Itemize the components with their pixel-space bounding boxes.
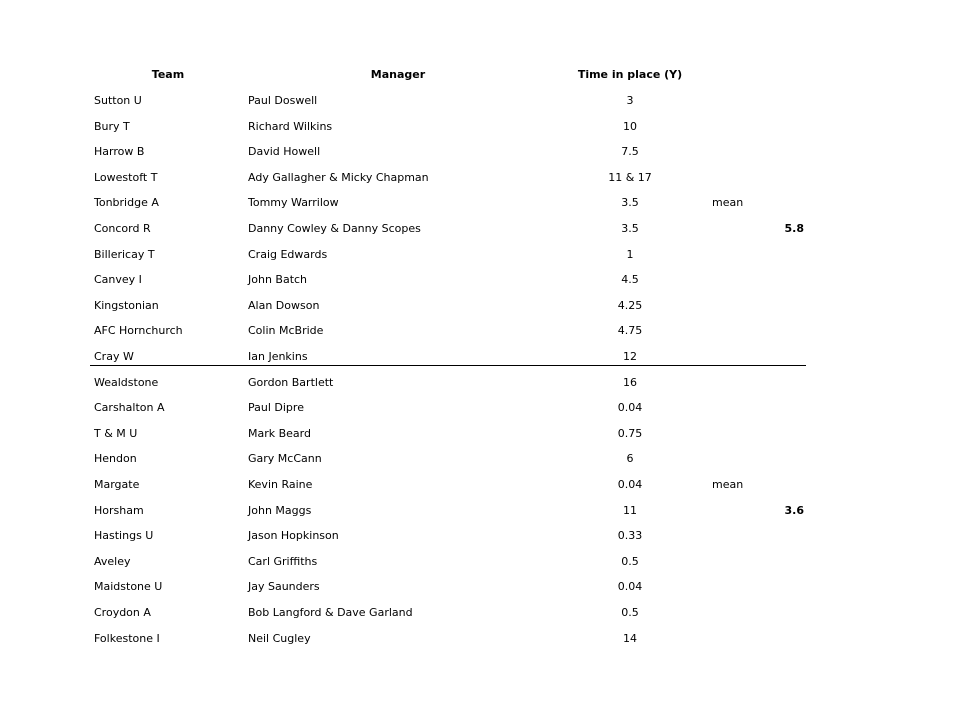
time-cell[interactable]: 3.5 [621,196,639,210]
manager-cell[interactable]: Kevin Raine [248,478,313,491]
table-row [0,446,960,472]
team-cell[interactable]: Sutton U [94,94,142,107]
time-cell[interactable]: 7.5 [621,145,639,159]
manager-cell[interactable]: John Batch [248,273,308,287]
header-manager: Manager [370,68,426,81]
team-cell[interactable]: T & M U [94,426,138,440]
team-cell[interactable]: Concord R [94,222,151,235]
time-cell[interactable]: 0.5 [621,554,639,568]
manager-cell[interactable]: Gary McCann [248,452,322,466]
manager-cell[interactable]: Ady Gallagher & Micky Chapman [248,170,429,184]
manager-cell[interactable]: Tommy Warrilow [248,196,339,210]
team-cell[interactable]: Croydon A [94,606,151,619]
manager-cell[interactable]: Carl Griffiths [248,554,318,568]
team-cell[interactable]: Canvey I [94,273,142,287]
mean-value-cell[interactable] [712,626,804,652]
table-row [0,318,960,344]
time-cell[interactable]: 11 & 17 [608,170,652,184]
time-cell[interactable]: 0.5 [621,606,639,619]
table-row [0,600,960,626]
manager-cell[interactable]: Paul Doswell [248,94,318,107]
mean-value-cell[interactable] [712,600,804,626]
manager-cell[interactable]: Gordon Bartlett [248,375,334,389]
time-cell[interactable]: 0.33 [617,529,643,543]
mean-value-cell[interactable] [712,293,804,319]
mean-value-cell[interactable] [712,190,804,216]
team-cell[interactable]: Tonbridge A [94,196,159,210]
manager-cell[interactable]: Ian Jenkins [248,350,308,363]
mean-value-cell[interactable] [712,395,804,421]
manager-cell[interactable]: John Maggs [248,503,312,517]
mean-label-cell[interactable]: mean [712,196,744,210]
table-row [0,165,960,191]
table-row [0,574,960,600]
team-cell[interactable]: Folkestone I [94,631,160,645]
table-row [0,139,960,165]
manager-cell[interactable]: Jay Saunders [248,580,320,594]
mean-value-cell[interactable] [712,472,804,498]
manager-cell[interactable]: Danny Cowley & Danny Scopes [248,222,421,235]
time-cell[interactable]: 0.04 [617,580,643,594]
table-row [0,421,960,447]
manager-cell[interactable]: Bob Langford & Dave Garland [248,606,413,619]
team-cell[interactable]: Cray W [94,350,134,363]
table-row [0,190,960,216]
table-row [0,267,960,293]
table-row [0,114,960,140]
mean-value-cell[interactable] [712,370,804,396]
mean-value-cell[interactable] [712,114,804,140]
team-cell[interactable]: Aveley [94,554,131,568]
mean-label-cell[interactable]: mean [712,478,744,491]
manager-cell[interactable]: Colin McBride [248,324,324,338]
time-cell[interactable]: 14 [623,631,637,645]
manager-cell[interactable]: Paul Dipre [248,401,304,415]
table-row [0,88,960,114]
mean-value-cell[interactable] [712,574,804,600]
time-cell[interactable]: 0.04 [617,401,643,415]
team-cell[interactable]: Wealdstone [94,375,159,389]
mean-value-cell[interactable]: 5.8 [784,222,804,235]
mean-value-cell[interactable] [712,523,804,549]
team-cell[interactable]: Hendon [94,452,137,466]
mean-value-cell[interactable] [712,549,804,575]
header-team: Team [151,68,185,81]
manager-cell[interactable]: Neil Cugley [248,631,311,645]
table-row [0,370,960,396]
time-cell[interactable]: 4.25 [617,298,643,312]
table-row [0,498,960,524]
mean-value-cell[interactable] [712,139,804,165]
team-cell[interactable]: Carshalton A [94,401,165,415]
team-cell[interactable]: Harrow B [94,145,145,159]
time-cell[interactable]: 3 [626,94,634,107]
team-cell[interactable]: Billericay T [94,247,155,261]
time-cell[interactable]: 11 [623,503,637,517]
table-row [0,549,960,575]
team-cell[interactable]: Hastings U [94,529,154,543]
time-cell[interactable]: 4.5 [621,273,639,287]
mean-value-cell[interactable] [712,165,804,191]
team-cell[interactable]: Margate [94,478,140,491]
team-cell[interactable]: Maidstone U [94,580,163,594]
team-cell[interactable]: Bury T [94,119,130,133]
table-row [0,216,960,242]
header-time-in-place: Time in place (Y) [577,68,683,81]
time-cell[interactable]: 0.75 [617,426,643,440]
mean-value-cell[interactable] [712,318,804,344]
table-row [0,242,960,268]
manager-cell[interactable]: Mark Beard [248,426,311,440]
time-cell[interactable]: 16 [623,375,637,389]
mean-value-cell[interactable]: 3.6 [784,503,804,517]
manager-cell[interactable]: Richard Wilkins [248,119,333,133]
team-cell[interactable]: AFC Hornchurch [94,324,183,338]
table-row [0,626,960,652]
team-cell[interactable]: Kingstonian [94,298,159,312]
time-cell[interactable]: 3.5 [621,222,639,235]
mean-value-cell[interactable] [712,242,804,268]
table-row [0,523,960,549]
manager-cell[interactable]: Alan Dowson [248,298,320,312]
mean-value-cell[interactable] [712,446,804,472]
time-cell[interactable]: 1 [626,247,634,261]
time-cell[interactable]: 10 [623,119,637,133]
manager-cell[interactable]: Jason Hopkinson [248,529,339,543]
time-cell[interactable]: 4.75 [617,324,643,338]
time-cell[interactable]: 6 [626,452,634,466]
section-divider [90,365,806,366]
table-row [0,293,960,319]
mean-value-cell[interactable] [712,267,804,293]
mean-value-cell[interactable] [712,88,804,114]
table-row [0,472,960,498]
manager-cell[interactable]: Craig Edwards [248,247,328,261]
time-cell[interactable]: 12 [623,350,637,363]
time-cell[interactable]: 0.04 [617,478,643,491]
table-row [0,395,960,421]
team-cell[interactable]: Lowestoft T [94,170,158,184]
team-cell[interactable]: Horsham [94,503,144,517]
manager-cell[interactable]: David Howell [248,145,321,159]
mean-value-cell[interactable] [712,421,804,447]
